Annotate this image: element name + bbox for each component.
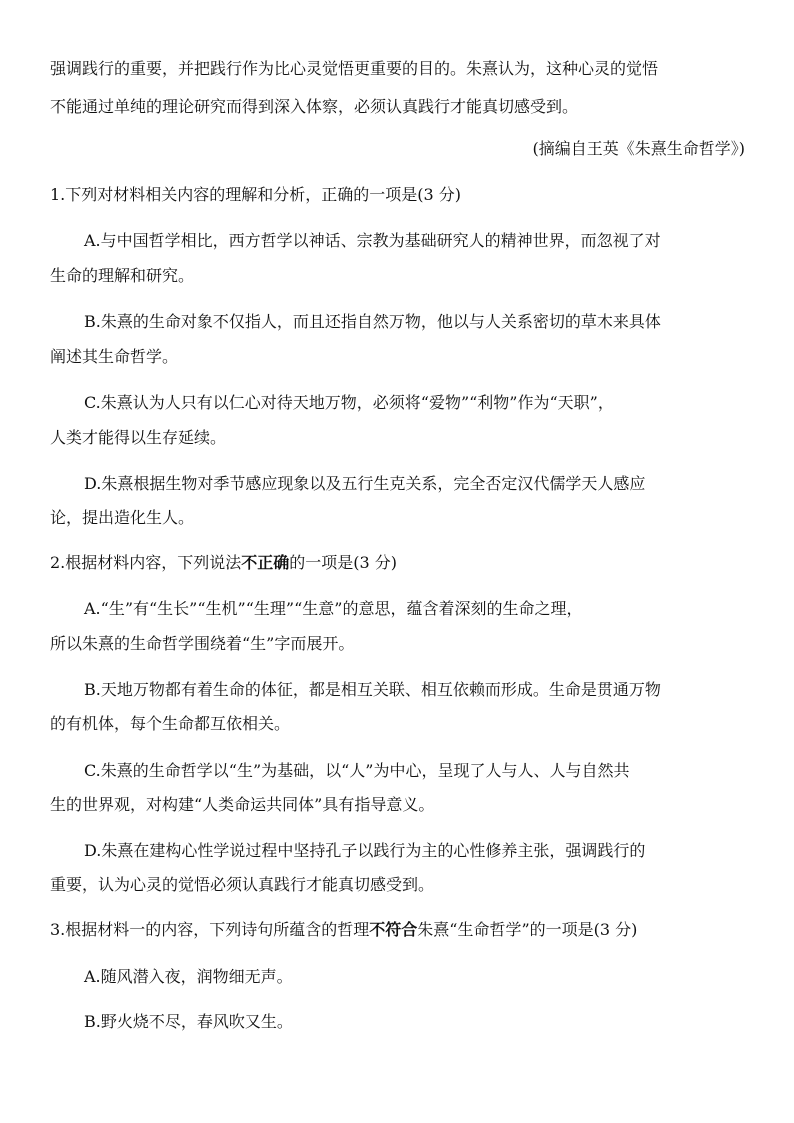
q1-option-a: A.与中国哲学相比，西方哲学以神话、宗教为基础研究人的精神世界，而忽视了对: [84, 231, 661, 250]
stem-text: 3.根据材料一的内容，下列诗句所蕴含的哲理: [50, 920, 370, 939]
q3-option-a: A.随风潜入夜，润物细无声。: [84, 967, 293, 986]
stem-text: 朱熹“生命哲学”的一项是(3 分): [417, 920, 638, 939]
q2-option-a-cont: 所以朱熹的生命哲学围绕着“生”字而展开。: [50, 634, 355, 653]
q1-option-c-cont: 人类才能得以生存延续。: [50, 428, 227, 447]
q3-option-b: B.野火烧不尽，春风吹又生。: [84, 1012, 293, 1031]
passage-line: 不能通过单纯的理论研究而得到深入体察，必须认真践行才能真切感受到。: [50, 97, 579, 116]
stem-emphasis: 不正确: [241, 553, 290, 572]
q2-option-d: D.朱熹在建构心性学说过程中坚持孔子以践行为主的心性修养主张，强调践行的: [84, 841, 646, 860]
stem-text: 的一项是(3 分): [289, 553, 398, 572]
question-2-stem: [50, 552, 750, 574]
q2-option-c-cont: 生的世界观，对构建“人类命运共同体”具有指导意义。: [50, 795, 435, 814]
q1-option-b-cont: 阐述其生命哲学。: [50, 347, 179, 366]
stem-text: 2.根据材料内容，下列说法: [50, 553, 242, 572]
question-1-stem: 1.下列对材料相关内容的理解和分析，正确的一项是(3 分): [50, 185, 462, 204]
q2-option-a: A.“生”有“生长”“生机”“生理”“生意”的意思，蕴含着深刻的生命之理，: [84, 599, 583, 618]
q2-option-b: B.天地万物都有着生命的体征，都是相互关联、相互依赖而形成。生命是贯通万物: [84, 680, 661, 699]
q1-option-a-cont: 生命的理解和研究。: [50, 266, 195, 285]
q1-option-d: D.朱熹根据生物对季节感应现象以及五行生克关系，完全否定汉代儒学天人感应: [84, 474, 646, 493]
source-citation: (摘编自王英《朱熹生命哲学》): [532, 139, 745, 158]
q1-option-d-cont: 论，提出造化生人。: [50, 508, 195, 527]
q1-option-b: B.朱熹的生命对象不仅指人，而且还指自然万物，他以与人关系密切的草木来具体: [84, 312, 661, 331]
q2-option-d-cont: 重要，认为心灵的觉悟必须认真践行才能真切感受到。: [50, 875, 435, 894]
q2-option-b-cont: 的有机体，每个生命都互依相关。: [50, 714, 291, 733]
stem-emphasis: 不符合: [369, 920, 418, 939]
q1-option-c: C.朱熹认为人只有以仁心对待天地万物，必须将“爱物”“利物”作为“天职”，: [84, 393, 614, 412]
passage-line: 强调践行的重要，并把践行作为比心灵觉悟更重要的目的。朱熹认为，这种心灵的觉悟: [50, 59, 659, 78]
q2-option-c: C.朱熹的生命哲学以“生”为基础，以“人”为中心，呈现了人与人、人与自然共: [84, 761, 630, 780]
question-3-stem: [50, 919, 750, 941]
